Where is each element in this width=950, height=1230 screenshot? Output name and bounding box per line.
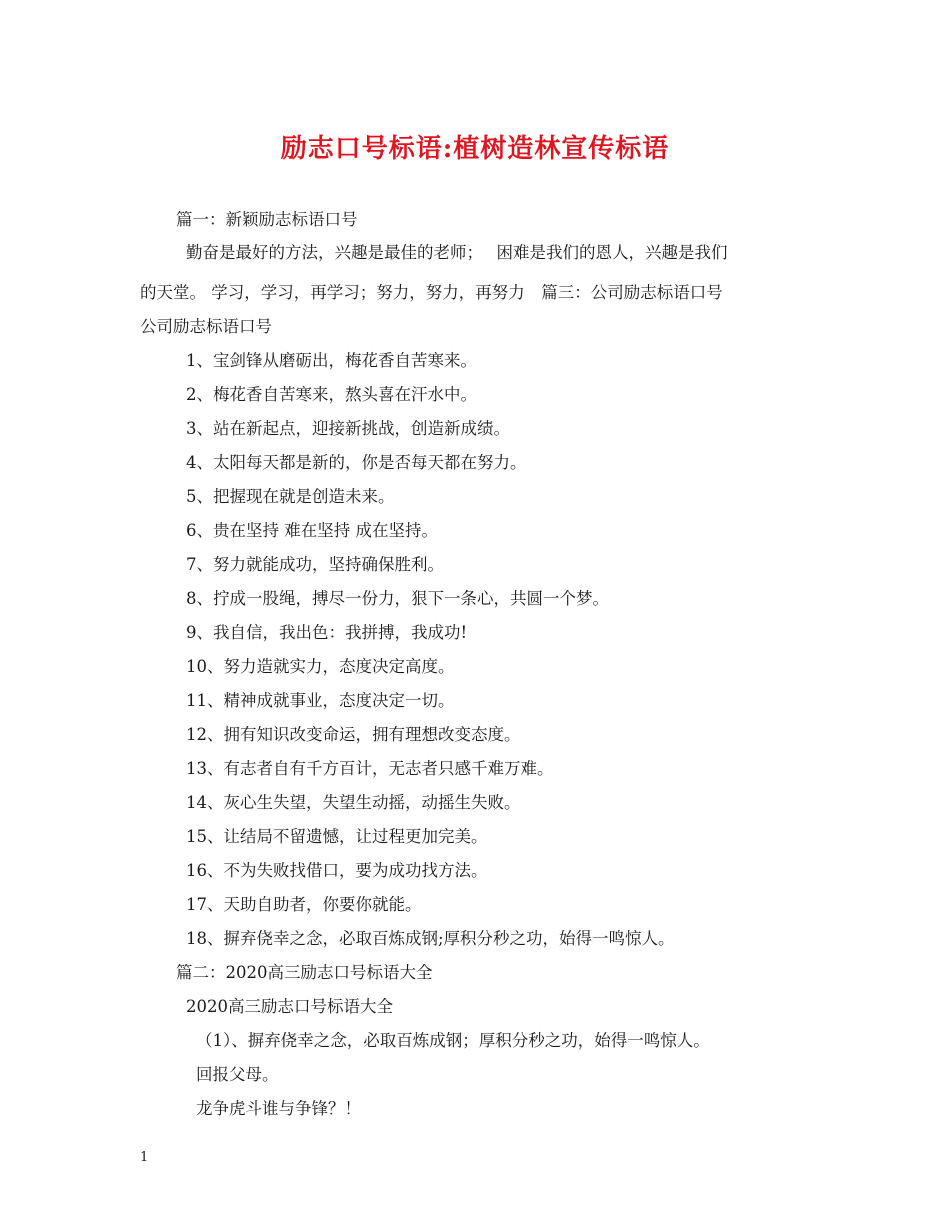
paragraph-line: 龙争虎斗谁与争锋？！ xyxy=(196,1099,361,1118)
list-item: 18、摒弃侥幸之念，必取百炼成钢;厚积分秒之功，始得一鸣惊人。 xyxy=(186,929,675,948)
list-item: 3、站在新起点，迎接新挑战，创造新成绩。 xyxy=(186,419,510,438)
paragraph-line: 公司励志标语口号 xyxy=(140,317,272,336)
list-item: 4、太阳每天都是新的，你是否每天都在努力。 xyxy=(186,453,527,472)
section-heading-2: 篇二：2020高三励志口号标语大全 xyxy=(176,963,433,982)
list-item: 10、努力造就实力，态度决定高度。 xyxy=(186,657,455,676)
list-item: 2、梅花香自苦寒来，熬头喜在汗水中。 xyxy=(186,385,477,404)
list-item: 1、宝剑锋从磨砺出，梅花香自苦寒来。 xyxy=(186,351,477,370)
list-item: 16、不为失败找借口，要为成功找方法。 xyxy=(186,861,488,880)
document-title: 励志口号标语:植树造林宣传标语 xyxy=(280,134,670,164)
paragraph-line: 的天堂。 学习，学习，再学习；努力，努力，再努力 篇三：公司励志标语口号 xyxy=(140,283,723,302)
list-item: 11、精神成就事业，态度决定一切。 xyxy=(186,691,455,710)
list-item: 15、让结局不留遗憾，让过程更加完美。 xyxy=(186,827,488,846)
page-number: 1 xyxy=(140,1150,149,1165)
list-item: 9、我自信，我出色：我拼搏，我成功! xyxy=(186,623,468,642)
list-item: 5、把握现在就是创造未来。 xyxy=(186,487,395,506)
list-item: 6、贵在坚持 难在坚持 成在坚持。 xyxy=(186,521,438,540)
paragraph-line: 回报父母。 xyxy=(196,1065,279,1084)
list-item: 12、拥有知识改变命运，拥有理想改变态度。 xyxy=(186,725,521,744)
paragraph-line: 2020高三励志口号标语大全 xyxy=(186,997,393,1016)
list-item: 7、努力就能成功，坚持确保胜利。 xyxy=(186,555,444,574)
paragraph-line: （1）、摒弃侥幸之念，必取百炼成钢；厚积分秒之功，始得一鸣惊人。 xyxy=(196,1031,710,1050)
list-item: 13、有志者自有千方百计，无志者只感千难万难。 xyxy=(186,759,554,778)
list-item: 8、拧成一股绳，搏尽一份力，狠下一条心，共圆一个梦。 xyxy=(186,589,609,608)
paragraph-line: 勤奋是最好的方法，兴趣是最佳的老师； 困难是我们的恩人，兴趣是我们 xyxy=(186,243,728,262)
list-item: 14、灰心生失望，失望生动摇，动摇生失败。 xyxy=(186,793,521,812)
list-item: 17、天助自助者，你要你就能。 xyxy=(186,895,422,914)
section-heading-1: 篇一：新颖励志标语口号 xyxy=(176,210,358,229)
